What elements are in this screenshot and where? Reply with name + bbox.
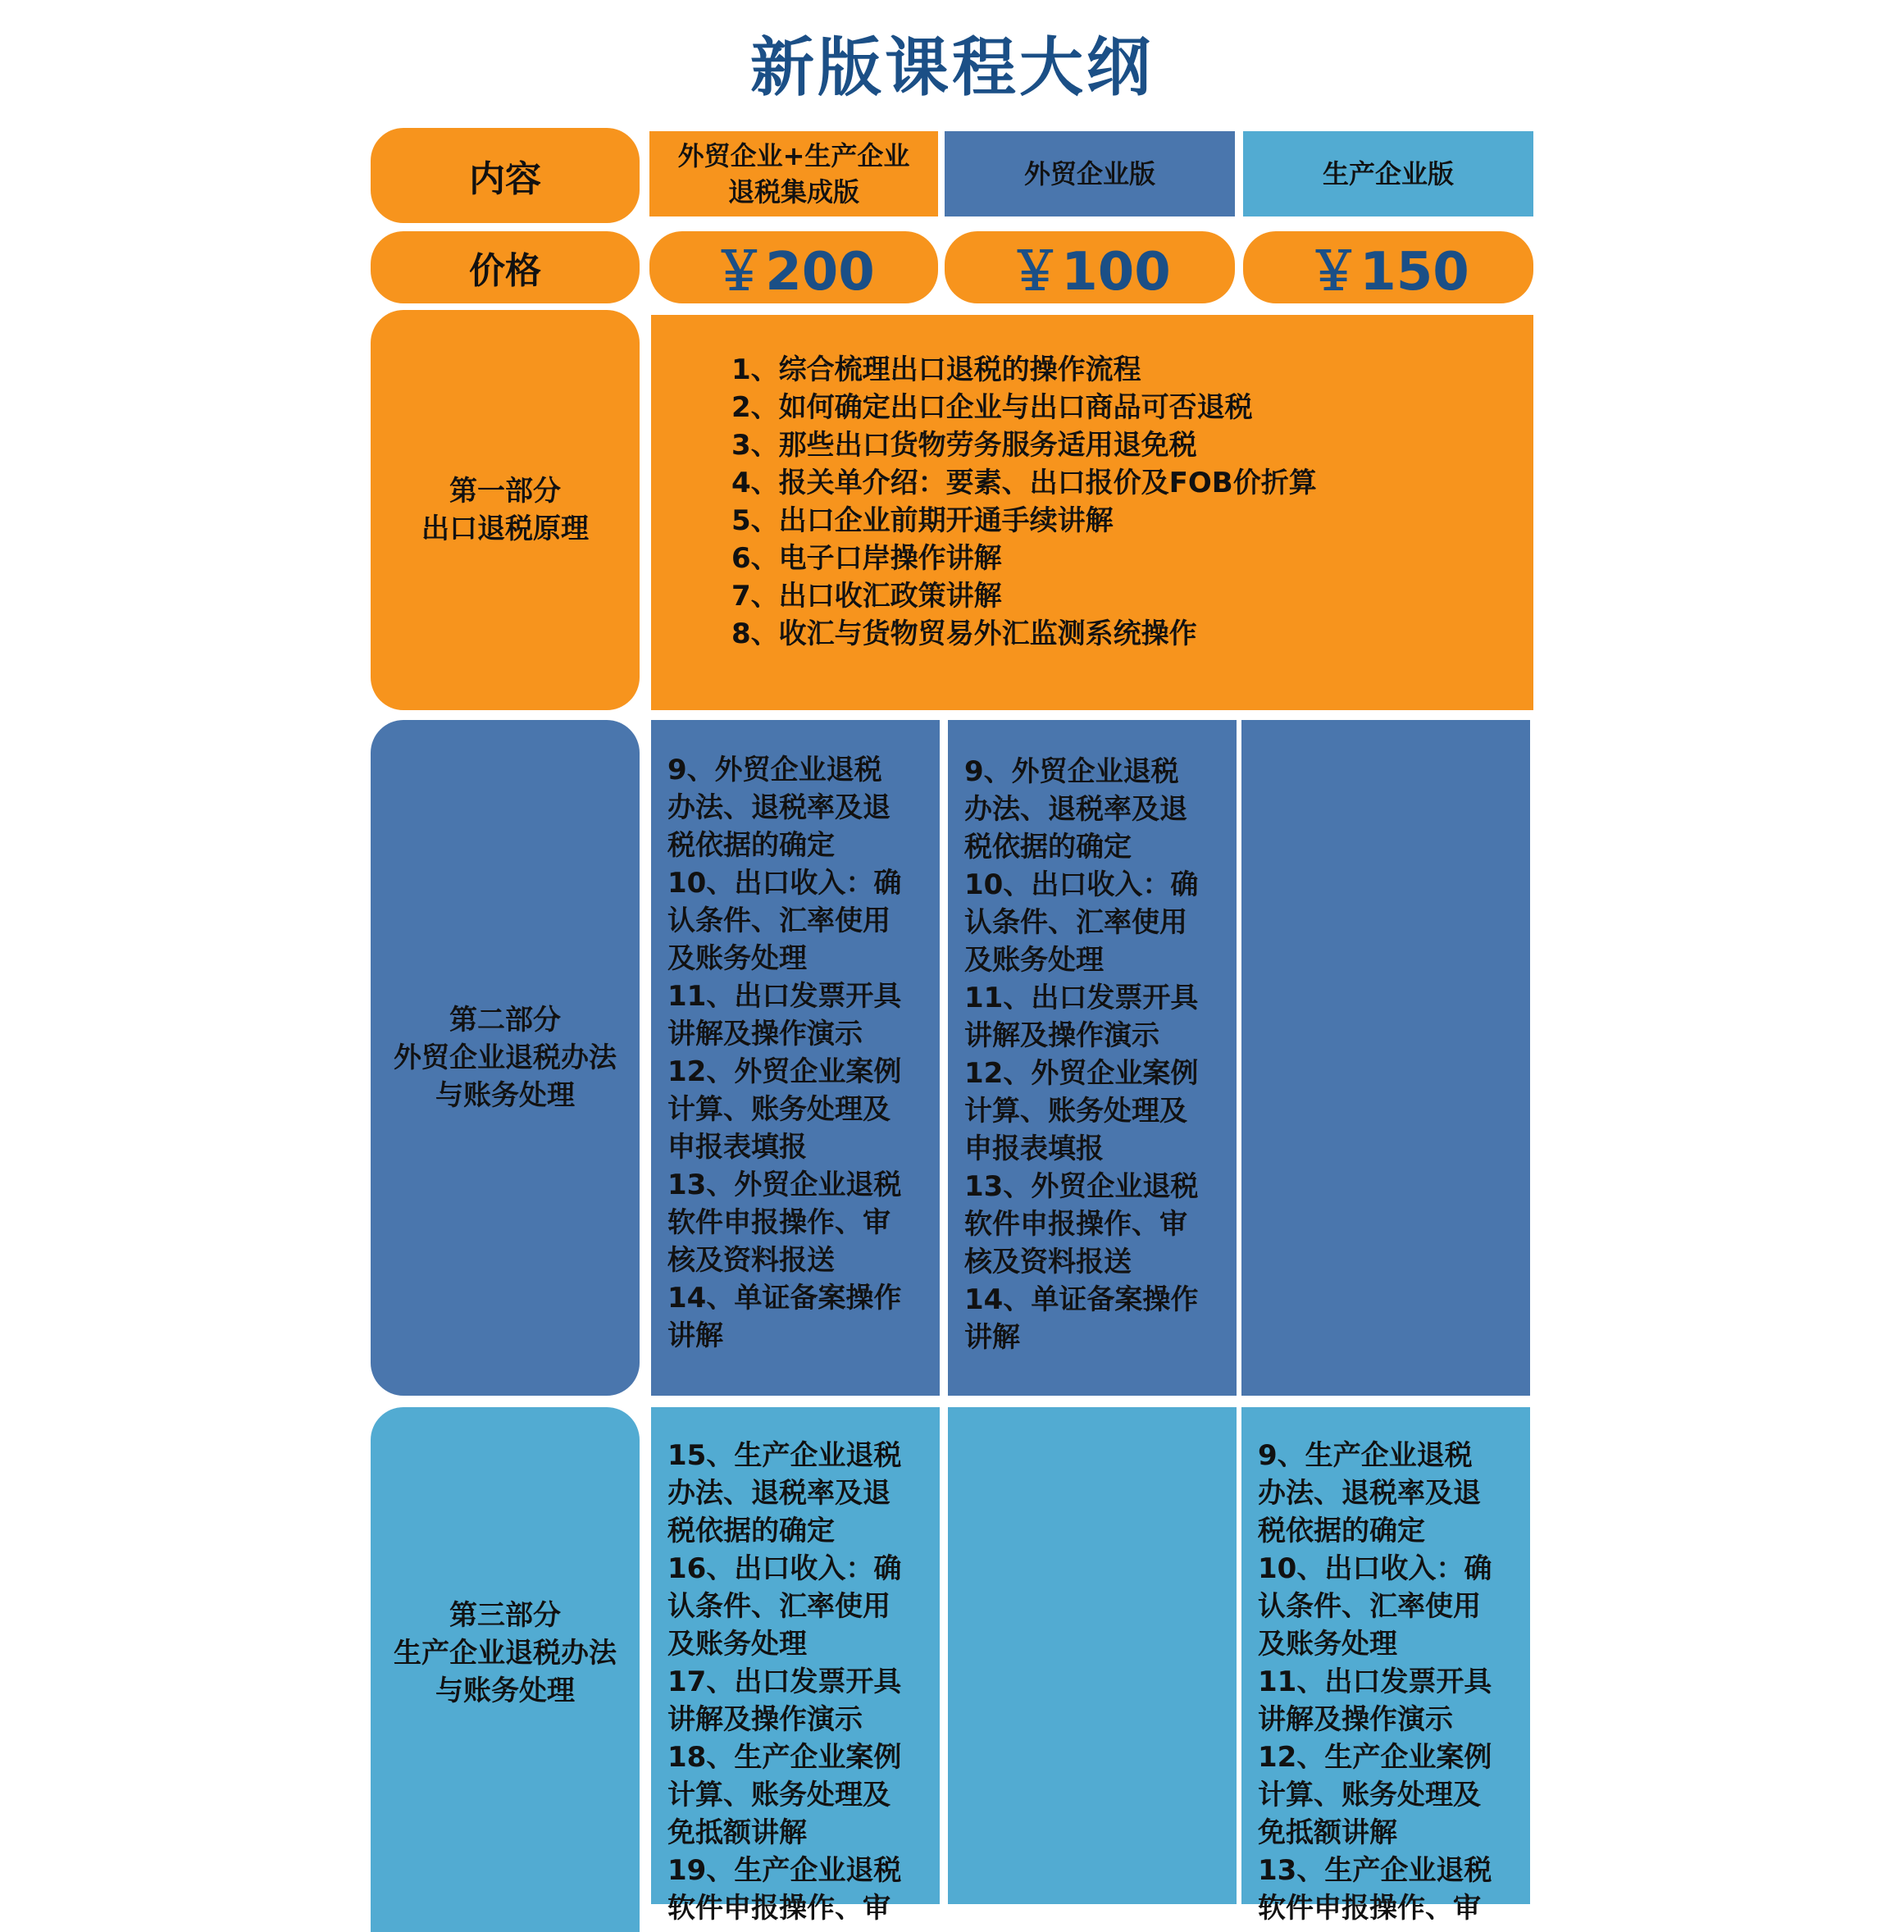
- part3-label: 第三部分 生产企业退税办法 与账务处理: [371, 1407, 640, 1932]
- price-foreign-trade: ￥100: [945, 231, 1235, 303]
- part3-production-cell: 9、生产企业退税 办法、退税率及退 税依据的确定 10、出口收入：确 认条件、汇率使用 及账务处理 11、出口发票开具 讲解及操作演示 12、生产企业案例 计算、账务处理及 免抵额讲解 13、生产企业退税 软件申报操作、审: [1241, 1407, 1530, 1904]
- page-title: 新版课程大纲: [749, 31, 1154, 105]
- part2-production-cell: [1241, 720, 1530, 1396]
- content-header-label: 内容: [371, 128, 640, 223]
- part2-integrated-cell: 9、外贸企业退税 办法、退税率及退 税依据的确定 10、出口收入：确 认条件、汇率使用 及账务处理 11、出口发票开具 讲解及操作演示 12、外贸企业案例 计算、账务处理及 申报表填报 13、外贸企业退税 软件申报操作、审 核及资料报送 14、单证备案操作 讲解: [651, 720, 940, 1396]
- part3-foreign-trade-cell: [948, 1407, 1237, 1904]
- column-header-foreign-trade: 外贸企业版: [945, 131, 1235, 216]
- part1-item-list: 1、综合梳理出口退税的操作流程 2、如何确定出口企业与出口商品可否退税 3、那些出口货物劳务服务适用退免税 4、报关单介绍：要素、出口报价及FOB价折算 5、出口企业前期开通手续讲解 6、电子口岸操作讲解 7、出口收汇政策讲解 8、收汇与货物贸易外汇监测系统操作: [731, 353, 1317, 650]
- part1-content-cell: [651, 315, 1533, 710]
- part2-foreign-trade-cell: 9、外贸企业退税 办法、退税率及退 税依据的确定 10、出口收入：确 认条件、汇率使用 及账务处理 11、出口发票开具 讲解及操作演示 12、外贸企业案例 计算、账务处理及 申报表填报 13、外贸企业退税 软件申报操作、审 核及资料报送 14、单证备案操作 讲解: [948, 720, 1237, 1396]
- part3-integrated-cell: 15、生产企业退税 办法、退税率及退 税依据的确定 16、出口收入：确 认条件、汇率使用 及账务处理 17、出口发票开具 讲解及操作演示 18、生产企业案例 计算、账务处理及 免抵额讲解 19、生产企业退税 软件申报操作、审: [651, 1407, 940, 1904]
- column-header-integrated: 外贸企业+生产企业 退税集成版: [649, 131, 938, 216]
- price-label: 价格: [371, 231, 640, 303]
- price-production: ￥150: [1243, 231, 1533, 303]
- column-header-production: 生产企业版: [1243, 131, 1533, 216]
- part2-label: 第二部分 外贸企业退税办法 与账务处理: [371, 720, 640, 1396]
- price-integrated: ￥200: [649, 231, 938, 303]
- part1-label: 第一部分 出口退税原理: [371, 310, 640, 710]
